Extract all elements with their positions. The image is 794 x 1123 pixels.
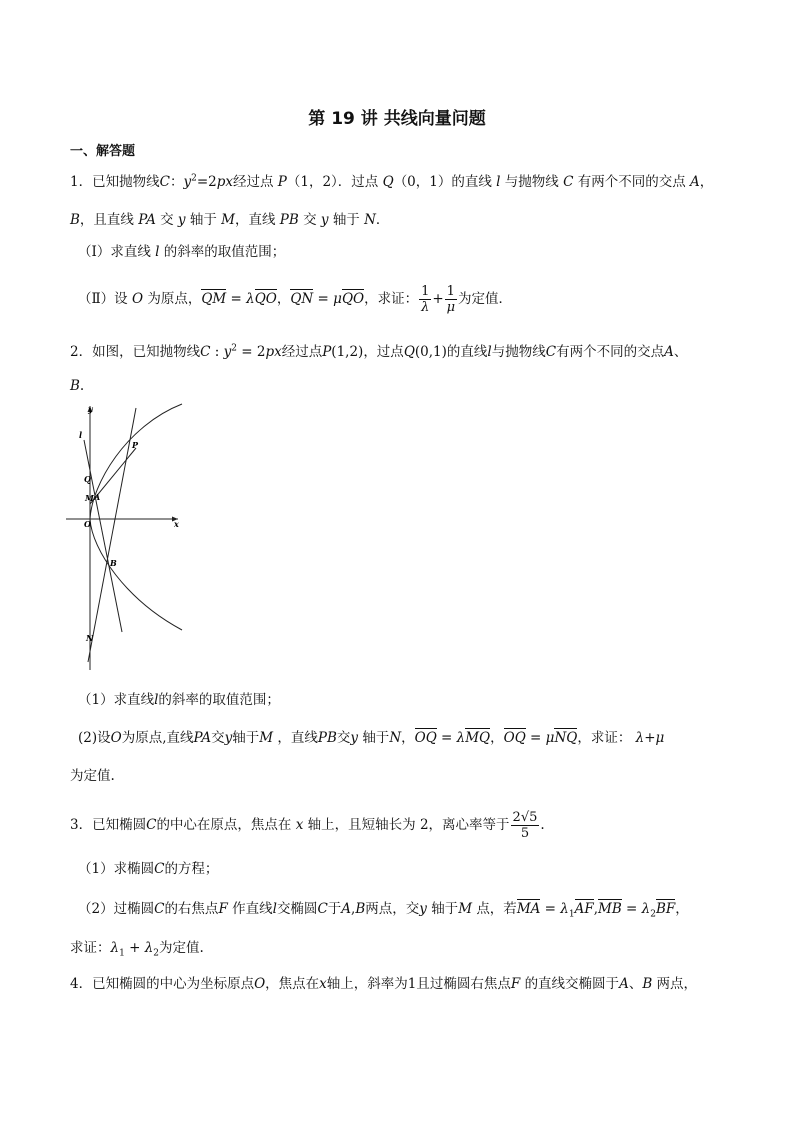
problem-2-line-2: B. — [70, 378, 85, 394]
problem-1-line-1: 1．已知抛物线C：$y^2=2px$经过点 P（1，2）．过点 Q（0，1）的直线 l 与抛物线 C 有两个不同的交点 A， — [70, 173, 714, 190]
label-a: A — [94, 492, 101, 502]
label-n: N — [86, 633, 94, 643]
problem-3-question-2-cont: 求证：$\lambda_1 + \lambda_2$为定值. — [70, 940, 204, 959]
problem-1-line-2: B，且直线 PA 交 y 轴于 M，直线 PB 交 y 轴于 N． — [70, 212, 390, 228]
problem-3-question-2: （2）过椭圆C的右焦点F 作直线l交椭圆C于A,B两点，交y 轴于M 点，若MA = $\lambda_1AF,MB = \lambda_2BF$， — [78, 901, 689, 920]
parabola-lower — [90, 519, 182, 630]
problem-2-question-2-cont: 为定值. — [70, 768, 115, 784]
label-y: y — [88, 404, 93, 414]
line-pb — [88, 408, 136, 662]
label-p: P — [132, 440, 139, 450]
problem-3-question-1: （1）求椭圆C的方程； — [78, 861, 219, 877]
label-b: B — [110, 558, 117, 568]
label-m: M — [85, 493, 94, 503]
problem-3-line-1: 3．已知椭圆C的中心在原点，焦点在 x 轴上，且短轴长为 2，离心率等于 $\frac{2√5}{5}$ . — [70, 810, 545, 841]
problem-4-line-1: 4．已知椭圆的中心为坐标原点O，焦点在x轴上，斜率为1且过椭圆右焦点F 的直线交椭圆于A、B 两点， — [70, 976, 698, 992]
label-q: Q — [84, 474, 91, 484]
parabola-figure — [66, 400, 196, 672]
label-x: x — [174, 519, 179, 529]
problem-2-question-1: （1）求直线l的斜率的取值范围； — [78, 692, 280, 708]
problem-1-question-2: （Ⅱ）设 O 为原点，QM = λQO，QN = μQO，求证： $\frac{1}{\lambda}$ + $\frac{1}{\mu}$ 为定值． — [78, 284, 512, 315]
section-heading: 一、解答题 — [70, 144, 136, 159]
problem-2-line-1: 2．如图，已知抛物线C : $y^2 = 2px$经过点P(1,2)，过点Q(0,1)的直线l与抛物线C有两个不同的交点A、 — [70, 343, 688, 360]
problem-2-question-2: (2)设O为原点,直线PA交y轴于M ，直线PB交y 轴于N，OQ = λMQ，OQ = μNQ，求证： λ+μ — [78, 730, 665, 746]
parabola-upper — [90, 404, 182, 519]
page-title: 第 19 讲 共线向量问题 — [308, 109, 486, 129]
label-l: l — [79, 430, 83, 440]
label-o: O — [84, 519, 91, 529]
problem-1-question-1: （Ⅰ）求直线 l 的斜率的取值范围； — [78, 244, 286, 260]
